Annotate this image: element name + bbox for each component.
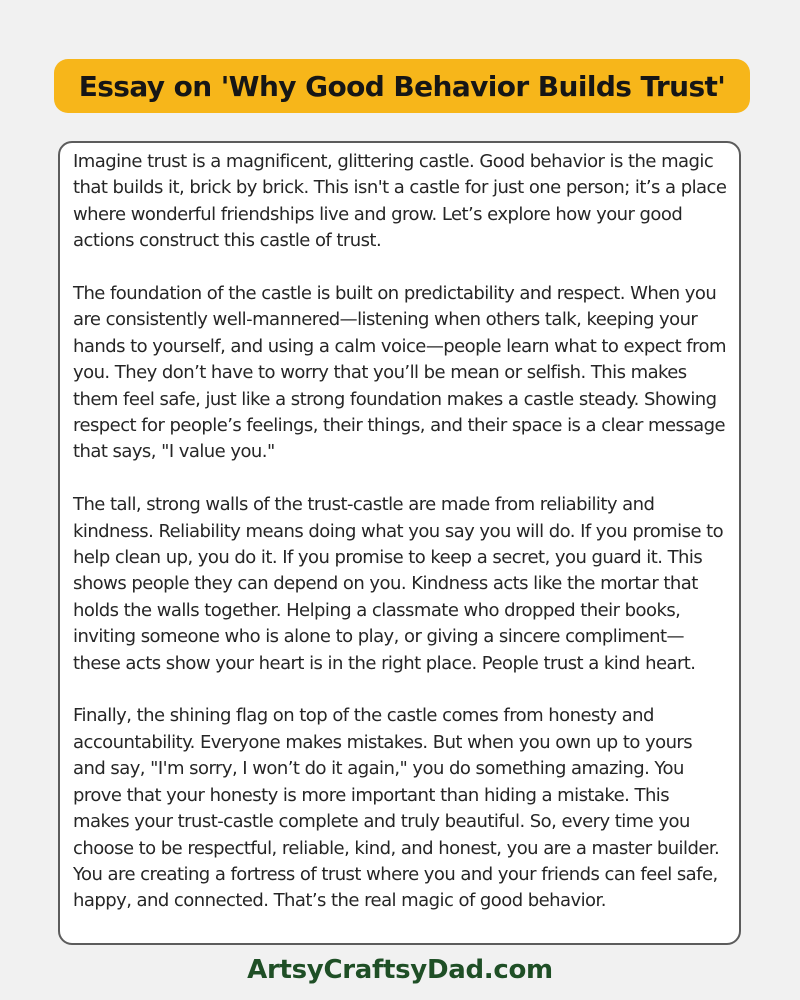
essay-paragraph-2: The foundation of the castle is built on predictability and respect. When you are consistently well-mannered—listening when others talk, keeping your hands to yourself, and using a calm voice—people learn what to expect from you. They don’t have to worry that you’ll be mean or selfish. This makes them feel safe, just like a strong foundation makes a castle steady. Showing respect for people’s feelings, their things, and their space is a clear message that says, "I value you." — [73, 283, 726, 463]
title-banner — [54, 59, 750, 113]
page-title: Essay on 'Why Good Behavior Builds Trust' — [78, 69, 726, 103]
essay-paragraph-4: Finally, the shining flag on top of the castle comes from honesty and accountability. Everyone makes mistakes. But when you own up to yours and say, "I'm sorry, I won’t do it again," you do something amazing. You prove that your honesty is more important than hiding a mistake. This makes your trust-castle complete and truly beautiful. So, every time you choose to be respectful, reliable, kind, and honest, you are a master builder. You are creating a fortress of trust where you and your friends can feel safe, happy, and connected. That’s the real magic of good behavior. — [73, 705, 720, 912]
essay-paragraph-1: Imagine trust is a magnificent, glittering castle. Good behavior is the magic that builds it, brick by brick. This isn't a castle for just one person; it’s a place where wonderful friendships live and grow. Let’s explore how your good actions construct this castle of trust. — [73, 151, 727, 252]
footer-brand: ArtsyCraftsyDad.com — [247, 955, 553, 985]
essay-card — [58, 141, 741, 945]
essay-paragraph-3: The tall, strong walls of the trust-castle are made from reliability and kindness. Reliability means doing what you say you will do. If you promise to help clean up, you do it. If you promise to keep a secret, you guard it. This shows people they can depend on you. Kindness acts like the mortar that holds the walls together. Helping a classmate who dropped their books, inviting someone who is alone to play, or giving a sincere compliment—these acts show your heart is in the right place. People trust a kind heart. — [73, 494, 724, 674]
